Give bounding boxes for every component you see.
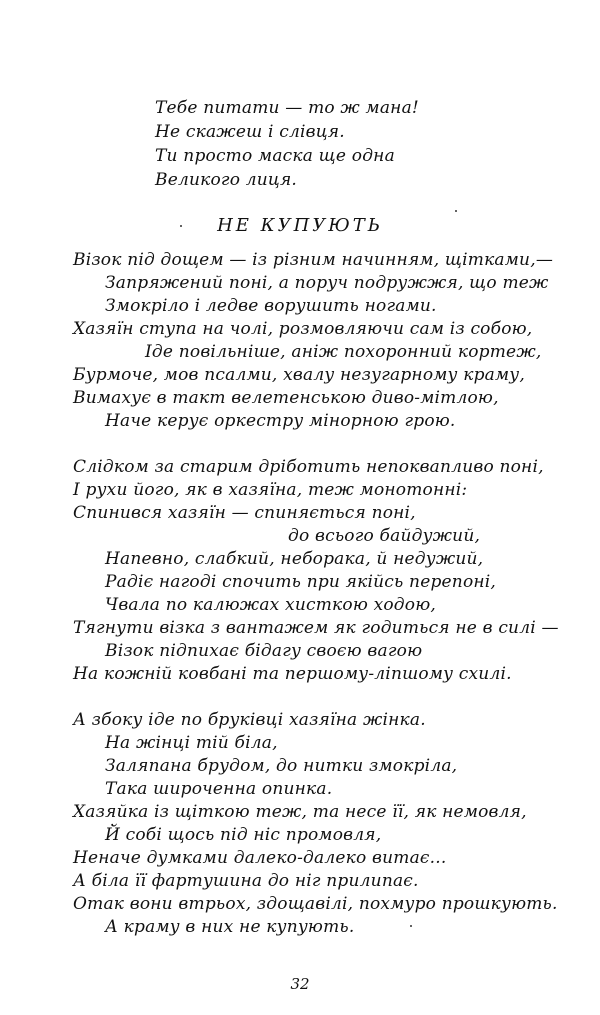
intro-line-1: Тебе питати — то ж мана!: [155, 98, 419, 118]
stanza1-line-3: Змокріло і ледве ворушить ногами.: [105, 296, 437, 316]
stanza2-line-4: до всього байдужий,: [288, 526, 481, 546]
stanza2-line-7: Чвала по калюжах хисткою ходою,: [105, 595, 436, 615]
stanza2-line-10: На кожній ковбані та першому-ліпшому схилі.: [73, 664, 512, 684]
stanza1-line-5: Іде повільніше, аніж похоронний кортеж,: [145, 342, 542, 362]
print-speck: [410, 925, 412, 927]
poem-title: НЕ КУПУЮТЬ: [217, 215, 383, 236]
stanza3-line-8: А біла її фартушина до ніг прилипає.: [73, 871, 419, 891]
stanza3-line-6: Й собі щось під ніс промовля,: [105, 825, 382, 845]
stanza3-line-10: А краму в них не купують.: [105, 917, 355, 937]
stanza1-line-7: Вимахує в такт велетенською диво-мітлою,: [73, 388, 499, 408]
stanza3-line-1: А збоку іде по бруківці хазяїна жінка.: [73, 710, 426, 730]
stanza3-line-5: Хазяйка із щіткою теж, та несе її, як немовля,: [73, 802, 527, 822]
intro-line-3: Ти просто маска ще одна: [155, 146, 395, 166]
stanza2-line-3: Спинився хазяїн — спиняється поні,: [73, 503, 416, 523]
page-number: 32: [290, 975, 310, 993]
stanza1-line-1: Візок під дощем — із різним начинням, щітками,—: [73, 250, 554, 270]
print-speck: [455, 210, 457, 212]
stanza1-line-4: Хазяїн ступа на чолі, розмовляючи сам із собою,: [73, 319, 533, 339]
stanza1-line-6: Бурмоче, мов псалми, хвалу незугарному краму,: [73, 365, 525, 385]
stanza3-line-9: Отак вони втрьох, здощавілі, похмуро прошкують.: [73, 894, 558, 914]
stanza1-line-2: Запряжений поні, а поруч подружжя, що теж: [105, 273, 549, 293]
stanza2-line-5: Напевно, слабкий, неборака, й недужий,: [105, 549, 484, 569]
stanza2-line-9: Візок підпихає бідагу своєю вагою: [105, 641, 423, 661]
print-speck: [180, 225, 182, 227]
stanza2-line-8: Тягнути візка з вантажем як годиться не в силі —: [73, 618, 559, 638]
stanza3-line-4: Така широченна опинка.: [105, 779, 333, 799]
stanza2-line-2: І рухи його, як в хазяїна, теж монотонні:: [73, 480, 468, 500]
stanza2-line-1: Слідком за старим дріботить непоквапливо поні,: [73, 457, 544, 477]
stanza2-line-6: Радіє нагоді спочить при якійсь перепоні,: [105, 572, 497, 592]
stanza3-line-3: Заляпана брудом, до нитки змокріла,: [105, 756, 458, 776]
stanza1-line-8: Наче керує оркестру мінорною грою.: [105, 411, 456, 431]
intro-line-2: Не скажеш і слівця.: [155, 122, 345, 142]
stanza3-line-7: Неначе думками далеко-далеко витає...: [73, 848, 447, 868]
intro-line-4: Великого лиця.: [155, 170, 298, 190]
stanza3-line-2: На жінці тій біла,: [105, 733, 278, 753]
